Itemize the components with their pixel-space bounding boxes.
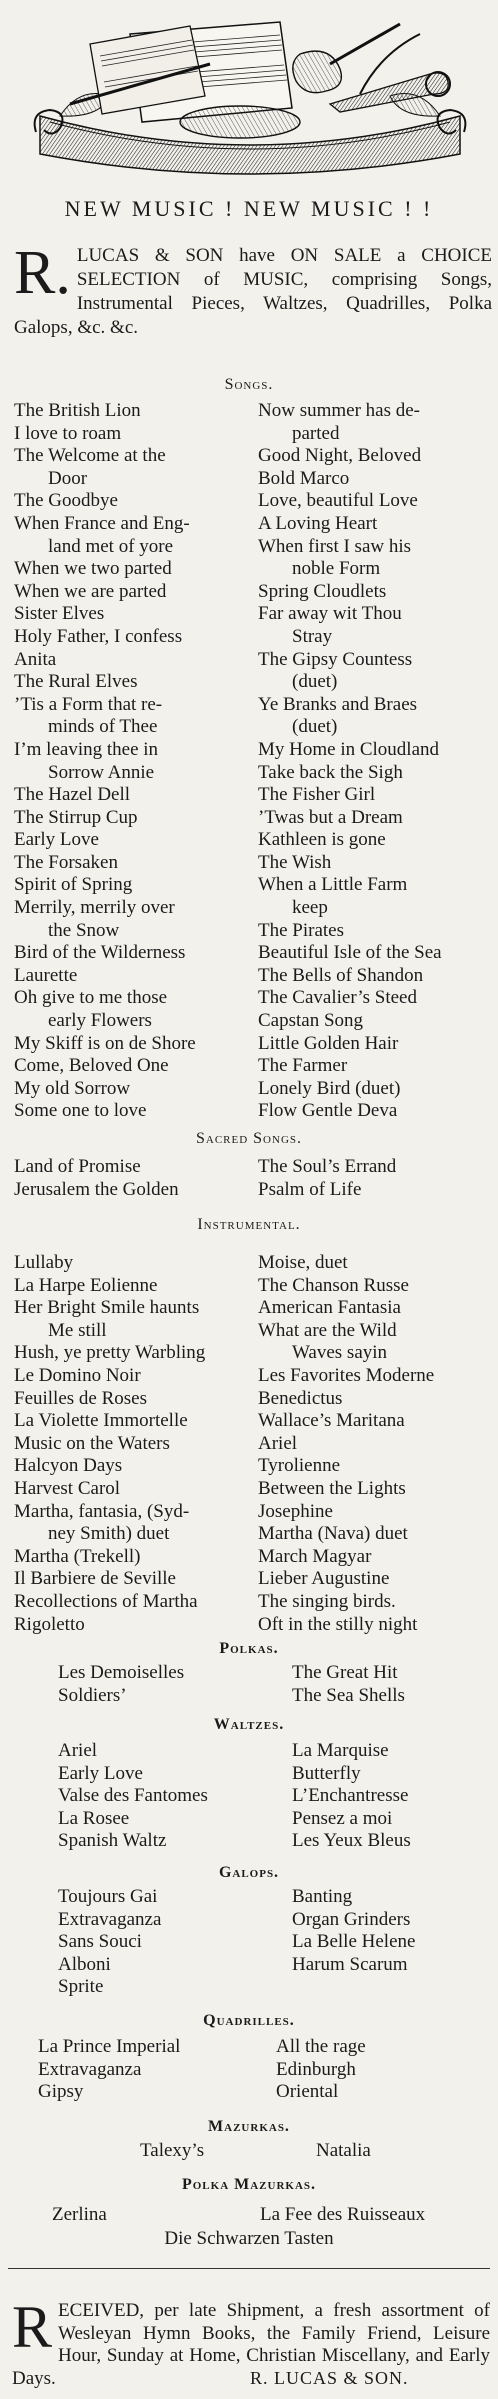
divider [8, 2268, 490, 2269]
list-item: Merrily, merrily over [14, 897, 175, 919]
list-item: Gipsy [38, 2081, 84, 2103]
list-item: Il Barbiere de Seville [14, 1568, 176, 1590]
list-item: La Prince Imperial [38, 2036, 181, 2057]
quadrilles-left-column [38, 2036, 278, 2104]
list-item: My old Sorrow [14, 1077, 131, 1099]
list-item: Butterfly [292, 1762, 361, 1784]
list-item: Jerusalem the Golden [14, 1178, 179, 1200]
list-item: La Belle Helene [292, 1931, 416, 1953]
instrumental-left-column [14, 1252, 246, 1636]
list-item: Alboni [58, 1953, 111, 1975]
list-item: La Violette Immortelle [14, 1410, 188, 1432]
list-item: Lullaby [14, 1252, 74, 1273]
list-item: When we two parted [14, 558, 172, 580]
list-item: Good Night, Beloved [258, 445, 422, 467]
list-item: Lonely Bird (duet) [258, 1077, 401, 1099]
list-item: Spring Cloudlets [258, 580, 387, 602]
list-item: Benedictus [258, 1387, 343, 1409]
list-item: Far away wit Thou [258, 603, 402, 625]
list-item: Take back the Sigh [258, 761, 403, 783]
polkas-right-column [292, 1662, 492, 1707]
list-item: The Rural Elves [14, 671, 138, 693]
polka-mazurka-center: Die Schwarzen Tasten [164, 2228, 334, 2249]
list-item: March Magyar [258, 1545, 372, 1567]
list-item: Her Bright Smile haunts [14, 1297, 200, 1319]
list-item: When France and Eng- [14, 512, 190, 534]
list-item: Valse des Fantomes [58, 1785, 208, 1807]
list-item: Josephine [258, 1500, 333, 1522]
received-dropcap: R [12, 2294, 53, 2360]
polkas-left-column [58, 1662, 258, 1707]
list-item: The Stirrup Cup [14, 806, 138, 828]
list-item: The Farmer [258, 1055, 348, 1077]
list-item: Les Yeux Bleus [292, 1830, 411, 1852]
list-item: Edinburgh [276, 2058, 356, 2080]
list-item: Martha, fantasia, (Syd- [14, 1500, 190, 1522]
list-item: Psalm of Life [258, 1178, 362, 1200]
list-item: Harum Scarum [292, 1953, 408, 1975]
list-item: The Welcome at the [14, 445, 166, 467]
list-item: When first I saw his [258, 535, 412, 557]
list-item: Sister Elves [14, 603, 105, 625]
list-item: The Pirates [258, 919, 345, 941]
list-item: Early Love [58, 1762, 143, 1784]
musical-instruments-engraving [30, 4, 470, 182]
list-item: Hush, ye pretty Warbling [14, 1342, 206, 1364]
list-item: Soldiers’ [58, 1684, 127, 1706]
list-item: Capstan Song [258, 1010, 364, 1032]
mazurka-right: Natalia [316, 2140, 371, 2161]
polka-mazurka-right: La Fee des Ruisseaux [260, 2204, 426, 2225]
list-item: Some one to love [14, 1100, 147, 1122]
list-item: noble Form [292, 558, 381, 580]
list-item: Wallace’s Maritana [258, 1410, 405, 1432]
list-item: The British Lion [14, 400, 141, 421]
waltzes-right-column [292, 1740, 492, 1853]
list-item: Ye Branks and Braes [258, 693, 418, 715]
list-item: Moise, duet [258, 1252, 348, 1273]
list-item: La Rosee [58, 1807, 130, 1829]
list-item: Martha (Trekell) [14, 1545, 141, 1567]
headline: NEW MUSIC ! NEW MUSIC ! ! [64, 196, 434, 221]
list-item: Bold Marco [258, 467, 350, 489]
list-item: The Gipsy Countess [258, 648, 413, 670]
list-item: I love to roam [14, 422, 122, 444]
list-item: The Bells of Shandon [258, 964, 424, 986]
list-item: minds of Thee [48, 716, 158, 738]
received-text: ECEIVED, per late Shipment, a fresh assortment of Wesleyan Hymn Books, the Family Friend, Leisure Hour, Sunday at Home, Christian Miscellany, and Early Days. [12, 2300, 490, 2389]
list-item: My Skiff is on de Shore [14, 1032, 196, 1054]
list-item: parted [292, 422, 340, 444]
section-galops: Galops. [218, 1864, 280, 1881]
mazurka-left: Talexy’s [140, 2140, 205, 2161]
list-item: Spanish Waltz [58, 1830, 167, 1852]
list-item: Land of Promise [14, 1156, 141, 1177]
list-item: Tyrolienne [258, 1455, 341, 1477]
section-polkas: Polkas. [219, 1640, 279, 1657]
list-item: La Harpe Eolienne [14, 1274, 158, 1296]
list-item: Les Demoiselles [58, 1662, 185, 1683]
list-item: Organ Grinders [292, 1908, 411, 1930]
instrumental-right-column [258, 1252, 490, 1636]
list-item: The Chanson Russe [258, 1274, 409, 1296]
section-songs: Songs. [224, 376, 274, 393]
list-item: La Marquise [292, 1740, 389, 1761]
list-item: Martha (Nava) duet [258, 1523, 408, 1545]
list-item: The Wish [258, 851, 332, 873]
galops-right-column [292, 1886, 492, 1976]
section-sacred-songs: Sacred Songs. [195, 1130, 303, 1147]
list-item: The Goodbye [14, 490, 118, 512]
songs-left-column [14, 400, 246, 1123]
list-item: Halcyon Days [14, 1455, 123, 1477]
section-waltzes: Waltzes. [213, 1716, 285, 1733]
list-item: When we are parted [14, 580, 167, 602]
list-item: I’m leaving thee in [14, 738, 159, 760]
quadrilles-right-column [276, 2036, 476, 2104]
list-item: The Great Hit [292, 1662, 398, 1683]
list-item: The Sea Shells [292, 1684, 405, 1706]
list-item: Sans Souci [58, 1931, 142, 1953]
list-item: ’Twas but a Dream [258, 806, 403, 828]
list-item: Toujours Gai [58, 1886, 158, 1907]
list-item: ’Tis a Form that re- [14, 693, 163, 715]
list-item: Ariel [258, 1432, 298, 1454]
list-item: Waves sayin [292, 1342, 388, 1364]
list-item: Come, Beloved One [14, 1055, 169, 1077]
list-item: American Fantasia [258, 1297, 401, 1319]
intro-text: LUCAS & SON have ON SALE a CHOICE SELECTION of MUSIC, comprising Songs, Instrumental Pieces, Waltzes, Quadrilles, Polka Galops, &c. &c. [14, 245, 492, 338]
list-item: Holy Father, I confess [14, 625, 183, 647]
sacred-left-column [14, 1156, 246, 1201]
list-item: Ariel [58, 1740, 98, 1761]
list-item: The singing birds. [258, 1590, 396, 1612]
list-item: Sorrow Annie [48, 761, 155, 783]
list-item: Now summer has de- [258, 400, 420, 421]
list-item: A Loving Heart [258, 512, 378, 534]
list-item: Early Love [14, 829, 99, 851]
section-mazurkas: Mazurkas. [208, 2118, 290, 2135]
list-item: The Cavalier’s Steed [258, 987, 417, 1009]
list-item: Oriental [276, 2081, 339, 2103]
list-item: Harvest Carol [14, 1477, 121, 1499]
sacred-right-column [258, 1156, 490, 1201]
list-item: Les Favorites Moderne [258, 1364, 435, 1386]
signature: R. LUCAS & SON. [250, 2368, 409, 2388]
list-item: Beautiful Isle of the Sea [258, 942, 442, 964]
list-item: Little Golden Hair [258, 1032, 399, 1054]
list-item: Sprite [58, 1976, 104, 1998]
list-item: Le Domino Noir [14, 1364, 141, 1386]
list-item: Bird of the Wilderness [14, 942, 186, 964]
list-item: Flow Gentle Deva [258, 1100, 398, 1122]
polka-mazurka-left: Zerlina [52, 2204, 107, 2225]
list-item: early Flowers [48, 1010, 152, 1032]
list-item: All the rage [276, 2036, 366, 2057]
list-item: keep [292, 897, 328, 919]
list-item: The Fisher Girl [258, 784, 376, 806]
list-item: Lieber Augustine [258, 1568, 390, 1590]
list-item: Me still [48, 1319, 107, 1341]
list-item: Extravaganza [58, 1908, 162, 1930]
list-item: Stray [292, 625, 333, 647]
list-item: Oft in the stilly night [258, 1613, 418, 1635]
list-item: Pensez a moi [292, 1807, 393, 1829]
songs-right-column [258, 400, 490, 1123]
section-polka-mazurkas: Polka Mazurkas. [181, 2176, 317, 2193]
list-item: Music on the Waters [14, 1432, 170, 1454]
list-item: (duet) [292, 671, 338, 693]
list-item: The Forsaken [14, 851, 118, 873]
list-item: Recollections of Martha [14, 1590, 198, 1612]
list-item: The Soul’s Errand [258, 1156, 397, 1177]
list-item: When a Little Farm [258, 874, 408, 896]
list-item: land met of yore [48, 535, 174, 557]
list-item: the Snow [48, 919, 120, 941]
section-quadrilles: Quadrilles. [203, 2012, 295, 2029]
list-item: Oh give to me those [14, 987, 168, 1009]
list-item: Love, beautiful Love [258, 490, 418, 512]
intro-paragraph [14, 239, 492, 340]
list-item: Banting [292, 1886, 353, 1907]
list-item: L’Enchantresse [292, 1785, 409, 1807]
intro-dropcap: R. [14, 239, 71, 307]
list-item: (duet) [292, 716, 338, 738]
list-item: Extravaganza [38, 2058, 142, 2080]
list-item: Feuilles de Roses [14, 1387, 147, 1409]
list-item: Between the Lights [258, 1477, 406, 1499]
list-item: Door [48, 467, 88, 489]
list-item: Kathleen is gone [258, 829, 386, 851]
list-item: Laurette [14, 964, 78, 986]
list-item: Anita [14, 648, 57, 670]
galops-left-column [58, 1886, 278, 1999]
list-item: What are the Wild [258, 1319, 397, 1341]
list-item: ney Smith) duet [48, 1523, 170, 1545]
waltzes-left-column [58, 1740, 278, 1853]
list-item: Spirit of Spring [14, 874, 133, 896]
list-item: Rigoletto [14, 1613, 85, 1635]
list-item: The Hazel Dell [14, 784, 131, 806]
section-instrumental: Instrumental. [197, 1216, 301, 1233]
list-item: My Home in Cloudland [258, 738, 440, 760]
